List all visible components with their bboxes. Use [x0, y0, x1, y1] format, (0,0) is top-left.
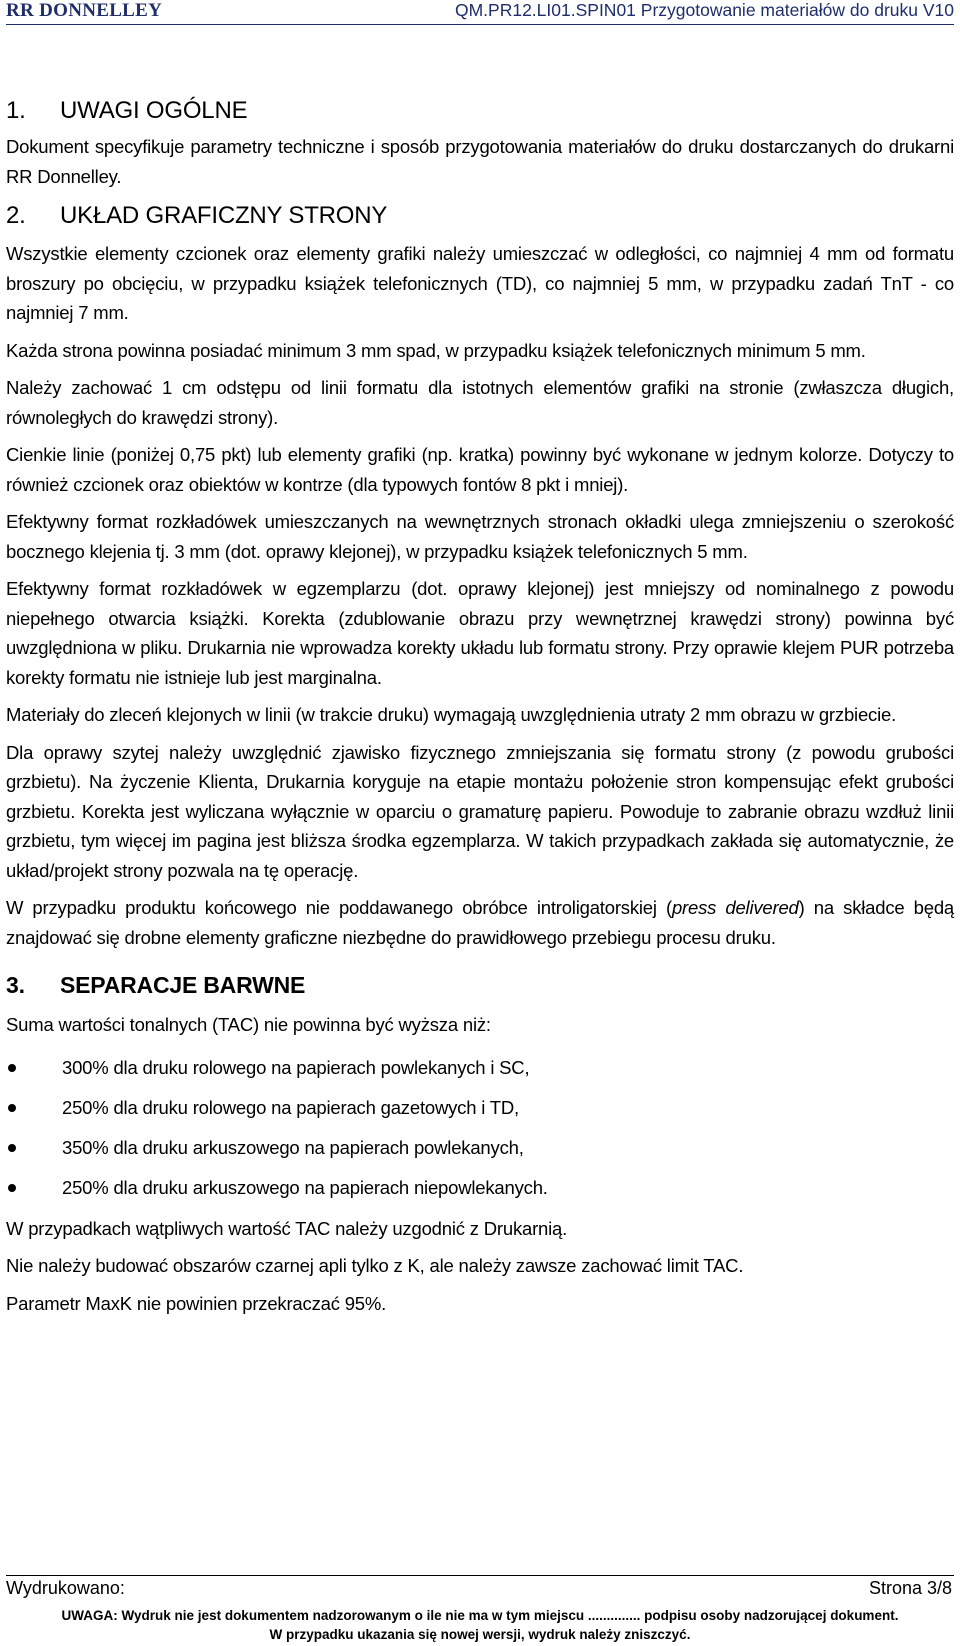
list-item-text: 250% dla druku rolowego na papierach gazetowych i TD, [62, 1096, 519, 1118]
bullet-icon [8, 1104, 16, 1112]
paragraph: W przypadkach wątpliwych wartość TAC należy uzgodnić z Drukarnią. [6, 1217, 568, 1239]
list-item [6, 1168, 954, 1208]
paragraph: Dokument specyfikuje parametry techniczne i sposób przygotowania materiałów do druku dostarczanych do drukarni RR Donnelley. [6, 136, 954, 187]
list-item [6, 1088, 954, 1128]
paragraph [6, 893, 954, 952]
list-item-text: 300% dla druku rolowego na papierach powlekanych i SC, [62, 1056, 530, 1078]
bullet-icon [8, 1184, 16, 1192]
paragraph: Suma wartości tonalnych (TAC) nie powinna być wyższa niż: [6, 1014, 491, 1035]
section-number: 2. [6, 202, 26, 229]
list-item [6, 1128, 954, 1168]
footer-rule [6, 1575, 954, 1576]
list-item [6, 1048, 954, 1088]
paragraph: Nie należy budować obszarów czarnej apli tylko z K, ale należy zawsze zachować limit TAC. [6, 1255, 744, 1276]
section-title: UKŁAD GRAFICZNY STRONY [60, 202, 388, 229]
footer-warning: UWAGA: Wydruk nie jest dokumentem nadzorowanym o ile nie ma w tym miejscu .............. podpisu osoby nadzorującej dokument. [61, 1608, 899, 1623]
document-body [6, 94, 954, 1326]
document-code: QM.PR12.LI01.SPIN01 Przygotowanie materiałów do druku V10 [454, 0, 954, 20]
paragraph: Wszystkie elementy czcionek oraz elementy grafiki należy umieszczać w odległości, co najmniej 4 mm od formatu broszury po obcięciu, w przypadku książek telefonicznych (TD), co najmniej 5 mm, w przypadku zadań TnT - co najmniej 7 mm. [6, 243, 954, 323]
paragraph: Cienkie linie (poniżej 0,75 pkt) lub elementy grafiki (np. kratka) powinny być wykonane w jednym kolorze. Dotyczy to również czcionek oraz obiektów w kontrze (dla typowych fontów 8 pkt i mniej). [6, 444, 954, 495]
paragraph: Parametr MaxK nie powinien przekraczać 95%. [6, 1292, 387, 1314]
bullet-icon [8, 1064, 16, 1072]
section-number: 3. [6, 972, 25, 998]
list-item-text: 350% dla druku arkuszowego na papierach powlekanych, [62, 1136, 524, 1158]
paragraph: Dla oprawy szytej należy uwzględnić zjawisko fizycznego zmniejszania się formatu strony (z powodu grubości grzbietu). Na życzenie Klienta, Drukarnia koryguje na etapie montażu położenie stron kompensując efekt grubości grzbietu. Korekta jest wyliczana wyłącznie w oparciu o gramaturę papieru. Powoduje to zabranie obrazu wzdłuż linii grzbietu, tym więcej im pagina jest bliższa środka egzemplarza. W takich przypadkach zakłada się automatycznie, że układ/projekt strony pozwala na tę operację. [6, 741, 954, 881]
section-number: 1. [6, 97, 26, 124]
company-name: RR DONNELLEY [6, 0, 163, 21]
section-heading-3 [6, 968, 954, 1002]
printed-label: Wydrukowano: [6, 1578, 125, 1598]
paragraph: Każda strona powinna posiadać minimum 3 mm spad, w przypadku książek telefonicznych minimum 5 mm. [6, 339, 866, 361]
list-item-text: 250% dla druku arkuszowego na papierach niepowlekanych. [62, 1176, 548, 1198]
section-heading-1 [6, 94, 954, 128]
section-heading-2 [6, 199, 954, 233]
bullet-icon [8, 1144, 16, 1152]
text-run: W przypadku produktu końcowego nie poddawanego obróbce introligatorskiej ( [6, 897, 672, 918]
section-title: UWAGI OGÓLNE [60, 97, 248, 124]
footer-version-note: W przypadku ukazania się nowej wersji, wydruk należy zniszczyć. [269, 1627, 691, 1642]
tac-limits-list [6, 1048, 954, 1208]
header-rule [6, 24, 954, 25]
paragraph: Należy zachować 1 cm odstępu od linii formatu dla istotnych elementów grafiki na stronie (zwłaszcza długich, równoległych do krawędzi strony). [6, 377, 954, 428]
section-title: SEPARACJE BARWNE [60, 972, 306, 998]
page-number: Strona 3/8 [868, 1578, 952, 1598]
paragraph: Materiały do zleceń klejonych w linii (w trakcie druku) wymagają uwzględnienia utraty 2 mm obrazu w grzbiecie. [6, 704, 897, 725]
paragraph: Efektywny format rozkładówek w egzemplarzu (dot. oprawy klejonej) jest mniejszy od nominalnego z powodu niepełnego otwarcia książki. Korekta (zdublowanie obrazu przy wewnętrznej krawędzi strony) powinna być uwzględniona w pliku. Drukarnia nie wprowadza korekty układu lub formatu strony. Przy oprawie klejem PUR potrzeba korekty formatu nie istnieje lub jest marginalna. [6, 578, 954, 688]
italic-term: press delivered [671, 897, 799, 918]
page-header [6, 0, 954, 22]
paragraph: Efektywny format rozkładówek umieszczanych na wewnętrznych stronach okładki ulega zmniejszeniu o szerokość bocznego klejenia tj. 3 mm (dot. oprawy klejonej), w przypadku książek telefonicznych 5 mm. [6, 511, 954, 562]
text-run: ) na składce będą znajdować się drobne elementy graficzne niezbędne do prawidłowego przebiegu procesu druku. [6, 897, 955, 948]
